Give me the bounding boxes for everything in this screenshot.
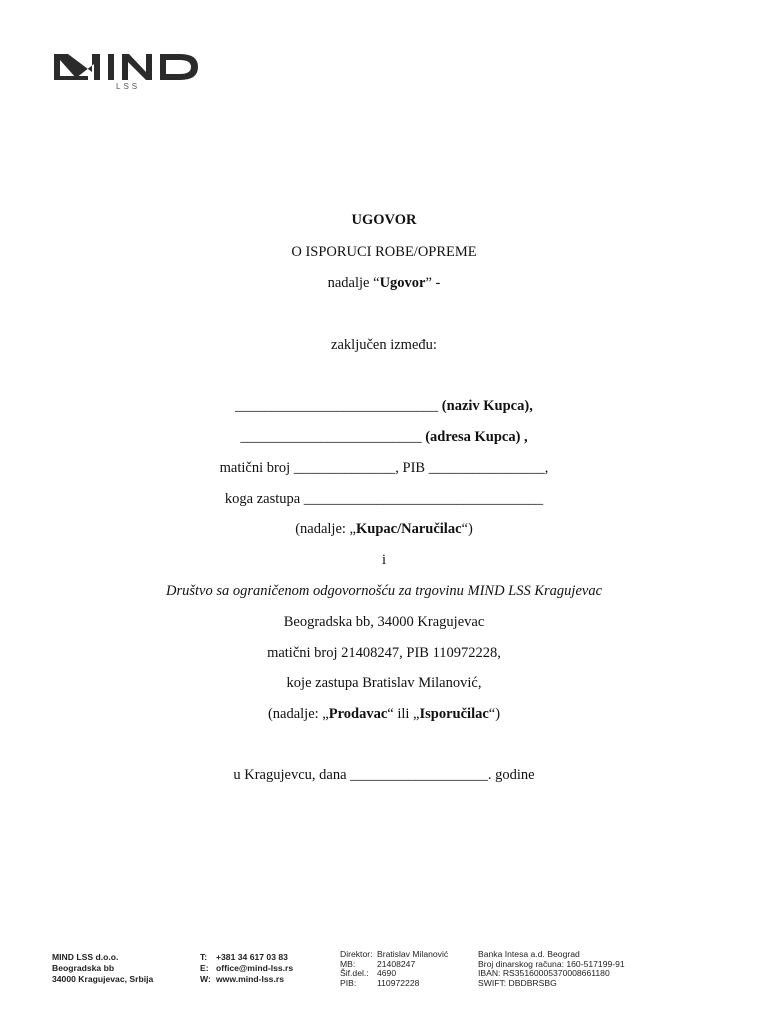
label: (naziv Kupca),	[441, 398, 533, 414]
nadalje-kupac	[0, 520, 768, 538]
text: ” -	[425, 275, 441, 291]
bank-iban: IBAN: RS35160005370008661180	[478, 968, 610, 978]
nadalje-ugovor	[0, 274, 768, 292]
reg-key: Šif.del.:	[340, 968, 369, 978]
kupac-adresa-line	[0, 428, 768, 446]
company-name: MIND LSS d.o.o.	[52, 952, 119, 962]
text: (nadalje: „	[267, 706, 329, 722]
reg-value: Bratislav Milanović	[377, 949, 449, 959]
conjunction-i: i	[381, 552, 387, 568]
reg-key: PIB:	[340, 977, 357, 988]
prodavac-mb: matični broj 21408247, PIB 110972228,	[267, 645, 501, 661]
reg-key: MB:	[340, 958, 356, 969]
doc-title: UGOVOR	[351, 212, 417, 228]
kupac-zastupa-line: koga zastupa _________________________________	[224, 491, 544, 507]
doc-subtitle: O ISPORUCI ROBE/OPREME	[291, 244, 477, 260]
text: nadalje “	[327, 275, 380, 291]
footer-bank	[478, 950, 625, 988]
bank-swift: SWIFT: DBDBRSBG	[478, 977, 557, 988]
text: (nadalje: „	[295, 521, 356, 537]
email-key: E:	[200, 963, 209, 973]
text: “)	[488, 706, 501, 722]
label: (adresa Kupca) ,	[425, 429, 528, 445]
text: “)	[461, 521, 473, 537]
kupac-mb-line: matični broj ______________, PIB ________________,	[219, 460, 549, 476]
text-bold: Kupac/Naručilac	[356, 521, 462, 537]
footer-registration	[340, 950, 448, 988]
text-bold: Ugovor	[379, 275, 426, 291]
svg-text:LSS: LSS	[116, 82, 141, 90]
nadalje-prodavac	[0, 705, 768, 723]
blank: _________________________	[240, 429, 426, 445]
text: “ ili „	[387, 706, 420, 722]
bank-name: Banka Intesa a.d. Beograd	[478, 949, 580, 959]
company-street: Beogradska bb	[52, 963, 115, 973]
reg-value: 4690	[377, 968, 397, 978]
reg-key: Direktor:	[340, 949, 373, 959]
kupac-naziv-line	[0, 397, 768, 415]
company-logo	[52, 48, 202, 90]
phone-key: T:	[200, 952, 208, 962]
footer-company	[52, 952, 153, 985]
footer-contact	[200, 952, 293, 985]
page-footer	[0, 949, 768, 992]
text-bold: Prodavac	[328, 706, 388, 722]
mesto-datum-line: u Kragujevcu, dana ___________________. godine	[233, 767, 535, 783]
email-value: office@mind-lss.rs	[216, 963, 294, 973]
prodavac-adresa: Beogradska bb, 34000 Kragujevac	[283, 614, 485, 630]
reg-value: 21408247	[377, 958, 416, 969]
reg-value: 110972228	[377, 977, 420, 988]
text-bold: Isporučilac	[419, 706, 489, 722]
bank-account: Broj dinarskog računa: 160-517199-91	[478, 958, 625, 969]
prodavac-naziv: Društvo sa ograničenom odgovornošću za trgovinu MIND LSS Kragujevac	[165, 583, 603, 599]
prodavac-zastupa: koje zastupa Bratislav Milanović,	[286, 675, 482, 691]
zakljucen-line: zaključen između:	[331, 337, 437, 353]
company-city: 34000 Kragujevac, Srbija	[52, 974, 154, 984]
phone-value: +381 34 617 03 83	[216, 952, 288, 962]
blank: ____________________________	[235, 398, 442, 414]
web-value: www.mind-lss.rs	[216, 974, 284, 984]
web-key: W:	[200, 974, 211, 984]
